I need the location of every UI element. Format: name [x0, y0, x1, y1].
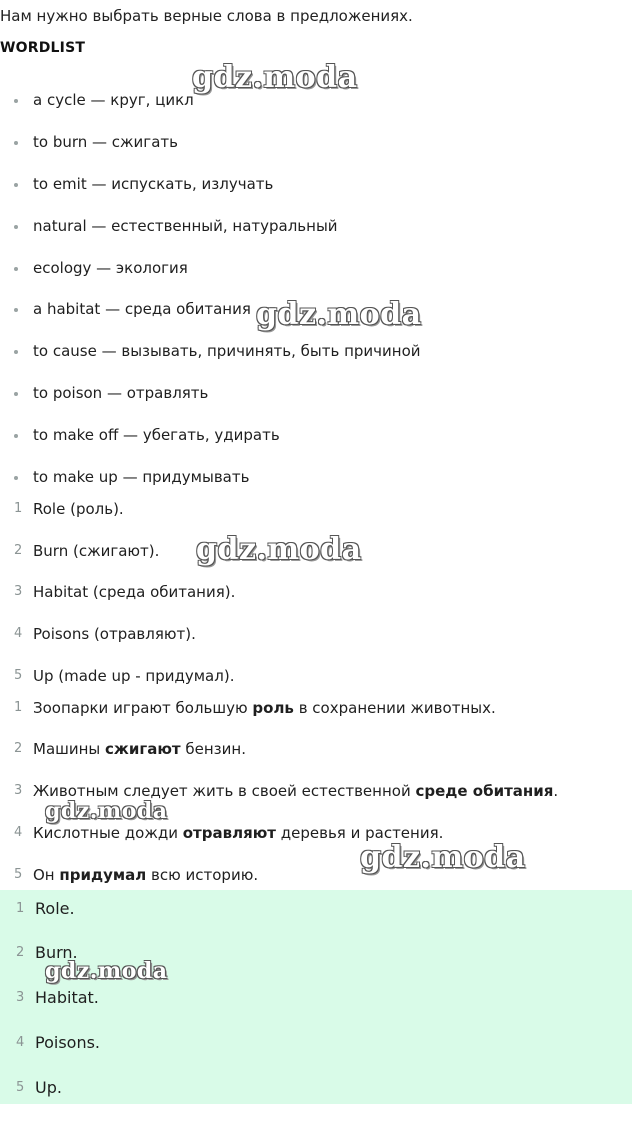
item-number: 5	[16, 1080, 25, 1095]
watermark-logo: gdz.moda	[196, 532, 362, 567]
watermark-logo: gdz.moda	[360, 840, 526, 875]
item-number: 3	[14, 584, 23, 599]
item-number: 5	[14, 867, 23, 882]
intro-text: Нам нужно выбрать верные слова в предложениях.	[0, 7, 413, 25]
item-number: 1	[14, 501, 23, 516]
item-number: 4	[16, 1035, 25, 1050]
item-number: 1	[14, 700, 23, 715]
answer-block: 1 Role. 2 Burn. 3 Habitat. 4 Poisons. 5 Up.	[0, 890, 632, 1104]
highlighted-word: среде обитания	[415, 782, 554, 800]
watermark-logo: gdz.moda	[45, 958, 168, 984]
item-number: 2	[16, 945, 25, 960]
item-number: 1	[16, 901, 25, 916]
wordlist-heading: WORDLIST	[0, 40, 86, 56]
bullet-icon	[14, 308, 18, 312]
watermark-logo: gdz.moda	[192, 60, 358, 95]
bullet-icon	[14, 183, 18, 187]
bullet-icon	[14, 392, 18, 396]
highlighted-word: придумал	[59, 866, 147, 884]
bullet-icon	[14, 99, 18, 103]
item-number: 4	[14, 626, 23, 641]
highlighted-word: отравляют	[182, 824, 276, 842]
highlighted-word: роль	[252, 699, 294, 717]
watermark-logo: gdz.moda	[45, 798, 168, 824]
bullet-icon	[14, 225, 18, 229]
item-number: 4	[14, 825, 23, 840]
item-number: 2	[14, 543, 23, 558]
item-number: 5	[14, 668, 23, 683]
item-number: 2	[14, 741, 23, 756]
bullet-icon	[14, 267, 18, 271]
highlighted-word: сжигают	[105, 740, 181, 758]
bullet-icon	[14, 141, 18, 145]
item-number: 3	[14, 783, 23, 798]
bullet-icon	[14, 434, 18, 438]
bullet-icon	[14, 350, 18, 354]
bullet-icon	[14, 476, 18, 480]
item-number: 3	[16, 990, 25, 1005]
watermark-logo: gdz.moda	[256, 297, 422, 332]
